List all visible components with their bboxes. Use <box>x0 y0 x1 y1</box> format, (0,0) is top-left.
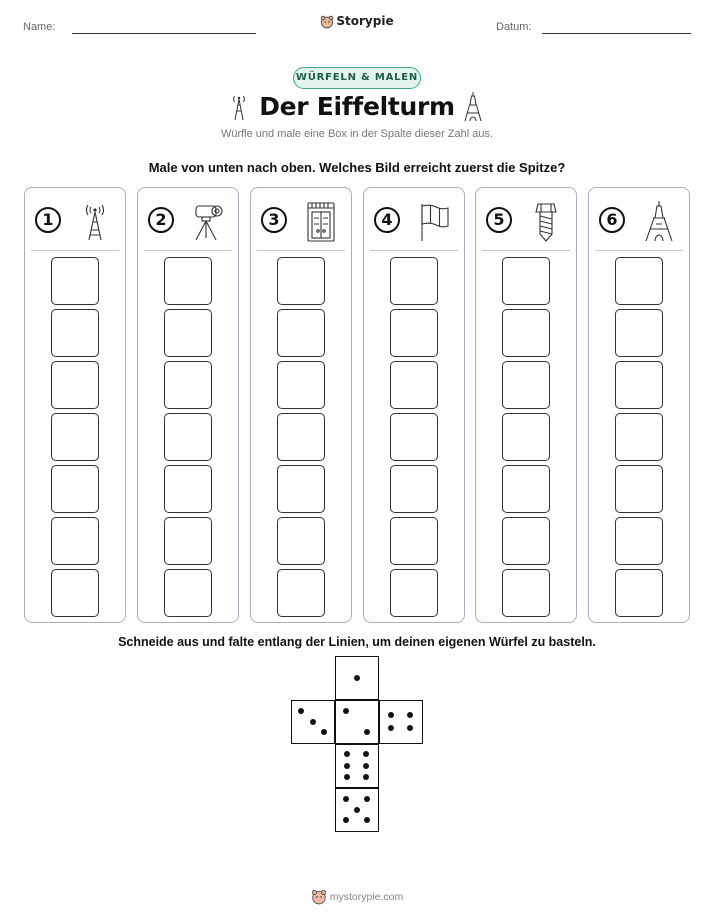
radio-tower-icon <box>75 200 115 242</box>
color-box[interactable] <box>502 257 550 305</box>
color-box[interactable] <box>502 413 550 461</box>
die-pip <box>354 807 360 813</box>
name-label: Name: <box>23 21 56 33</box>
color-box[interactable] <box>615 413 663 461</box>
eiffel-tower-icon <box>461 91 485 122</box>
instruction-text: Male von unten nach oben. Welches Bild erreicht zuerst die Spitze? <box>148 160 566 175</box>
color-box[interactable] <box>615 257 663 305</box>
die-pip <box>344 751 350 757</box>
die-pip <box>344 774 350 780</box>
die-number-badge: 1 <box>35 207 61 233</box>
column-6 <box>588 187 690 623</box>
color-box[interactable] <box>277 257 325 305</box>
bolt-screw-icon <box>526 200 566 242</box>
color-box[interactable] <box>164 361 212 409</box>
color-box[interactable] <box>51 517 99 565</box>
column-header <box>251 188 351 250</box>
name-line <box>72 33 256 34</box>
die-pip <box>310 719 316 725</box>
storypie-mascot-icon <box>320 15 334 29</box>
column-4 <box>363 187 465 623</box>
color-box[interactable] <box>51 257 99 305</box>
die-pip <box>321 729 327 735</box>
die-pip <box>343 817 349 823</box>
color-box[interactable] <box>277 413 325 461</box>
column-header <box>25 188 125 250</box>
storypie-mascot-icon <box>311 889 327 905</box>
die-pip <box>407 712 413 718</box>
die-pip <box>364 817 370 823</box>
page-title: Der Eiffelturm <box>259 92 455 121</box>
die-face-6 <box>335 744 379 788</box>
category-badge: WÜRFELN & MALEN <box>293 67 421 89</box>
date-label: Datum: <box>496 21 532 33</box>
color-box[interactable] <box>390 309 438 357</box>
color-box[interactable] <box>51 309 99 357</box>
column-header <box>138 188 238 250</box>
color-box[interactable] <box>164 309 212 357</box>
color-box[interactable] <box>51 465 99 513</box>
surveying-tripod-icon <box>188 200 228 242</box>
die-face-4 <box>379 700 423 744</box>
die-face-3 <box>291 700 335 744</box>
die-pip <box>354 675 360 681</box>
color-box[interactable] <box>502 569 550 617</box>
color-box[interactable] <box>502 361 550 409</box>
color-box[interactable] <box>502 309 550 357</box>
die-face-2 <box>335 700 379 744</box>
color-box[interactable] <box>615 517 663 565</box>
elevator-icon <box>301 200 341 242</box>
color-box[interactable] <box>164 413 212 461</box>
die-pip <box>344 763 350 769</box>
column-1 <box>24 187 126 623</box>
eiffel-tower-icon <box>639 200 679 242</box>
column-2 <box>137 187 239 623</box>
color-box[interactable] <box>164 569 212 617</box>
color-box[interactable] <box>51 413 99 461</box>
die-number-badge: 5 <box>486 207 512 233</box>
die-pip <box>364 729 370 735</box>
column-divider <box>257 250 345 251</box>
die-pip <box>298 708 304 714</box>
color-box[interactable] <box>51 569 99 617</box>
die-pip <box>407 725 413 731</box>
color-box[interactable] <box>615 309 663 357</box>
die-face-5 <box>335 788 379 832</box>
footer <box>0 889 714 905</box>
color-box[interactable] <box>615 361 663 409</box>
column-divider <box>31 250 119 251</box>
subtitle: Würfle und male eine Box in der Spalte dieser Zahl aus. <box>220 128 494 140</box>
column-3 <box>250 187 352 623</box>
brand-logo <box>0 14 714 29</box>
column-header <box>476 188 576 250</box>
color-box[interactable] <box>164 465 212 513</box>
footer-url: mystorypie.com <box>329 890 404 903</box>
die-pip <box>363 763 369 769</box>
color-box[interactable] <box>277 517 325 565</box>
die-pip <box>388 712 394 718</box>
die-pip <box>363 751 369 757</box>
color-box[interactable] <box>615 465 663 513</box>
die-number-badge: 4 <box>374 207 400 233</box>
color-box[interactable] <box>615 569 663 617</box>
color-box[interactable] <box>277 361 325 409</box>
column-header <box>589 188 689 250</box>
die-number-badge: 2 <box>148 207 174 233</box>
color-box[interactable] <box>390 569 438 617</box>
column-divider <box>595 250 683 251</box>
color-box[interactable] <box>51 361 99 409</box>
die-pip <box>364 796 370 802</box>
color-box[interactable] <box>390 413 438 461</box>
die-pip <box>343 708 349 714</box>
die-pip <box>343 796 349 802</box>
color-box[interactable] <box>390 257 438 305</box>
column-5 <box>475 187 577 623</box>
die-number-badge: 3 <box>261 207 287 233</box>
french-flag-icon <box>414 200 454 242</box>
die-face-1 <box>335 656 379 700</box>
column-divider <box>482 250 570 251</box>
column-header <box>364 188 464 250</box>
color-box[interactable] <box>390 361 438 409</box>
color-box[interactable] <box>502 465 550 513</box>
color-box[interactable] <box>164 517 212 565</box>
color-box[interactable] <box>390 465 438 513</box>
color-box[interactable] <box>277 309 325 357</box>
color-box[interactable] <box>277 569 325 617</box>
cut-instruction: Schneide aus und falte entlang der Linien, um deinen eigenen Würfel zu basteln. <box>118 635 596 649</box>
column-divider <box>370 250 458 251</box>
die-pip <box>388 725 394 731</box>
color-box[interactable] <box>502 517 550 565</box>
column-divider <box>144 250 232 251</box>
color-box[interactable] <box>277 465 325 513</box>
die-pip <box>363 774 369 780</box>
brand-name: Storypie <box>336 14 394 28</box>
color-box[interactable] <box>390 517 438 565</box>
color-box[interactable] <box>164 257 212 305</box>
die-number-badge: 6 <box>599 207 625 233</box>
date-line <box>542 33 691 34</box>
